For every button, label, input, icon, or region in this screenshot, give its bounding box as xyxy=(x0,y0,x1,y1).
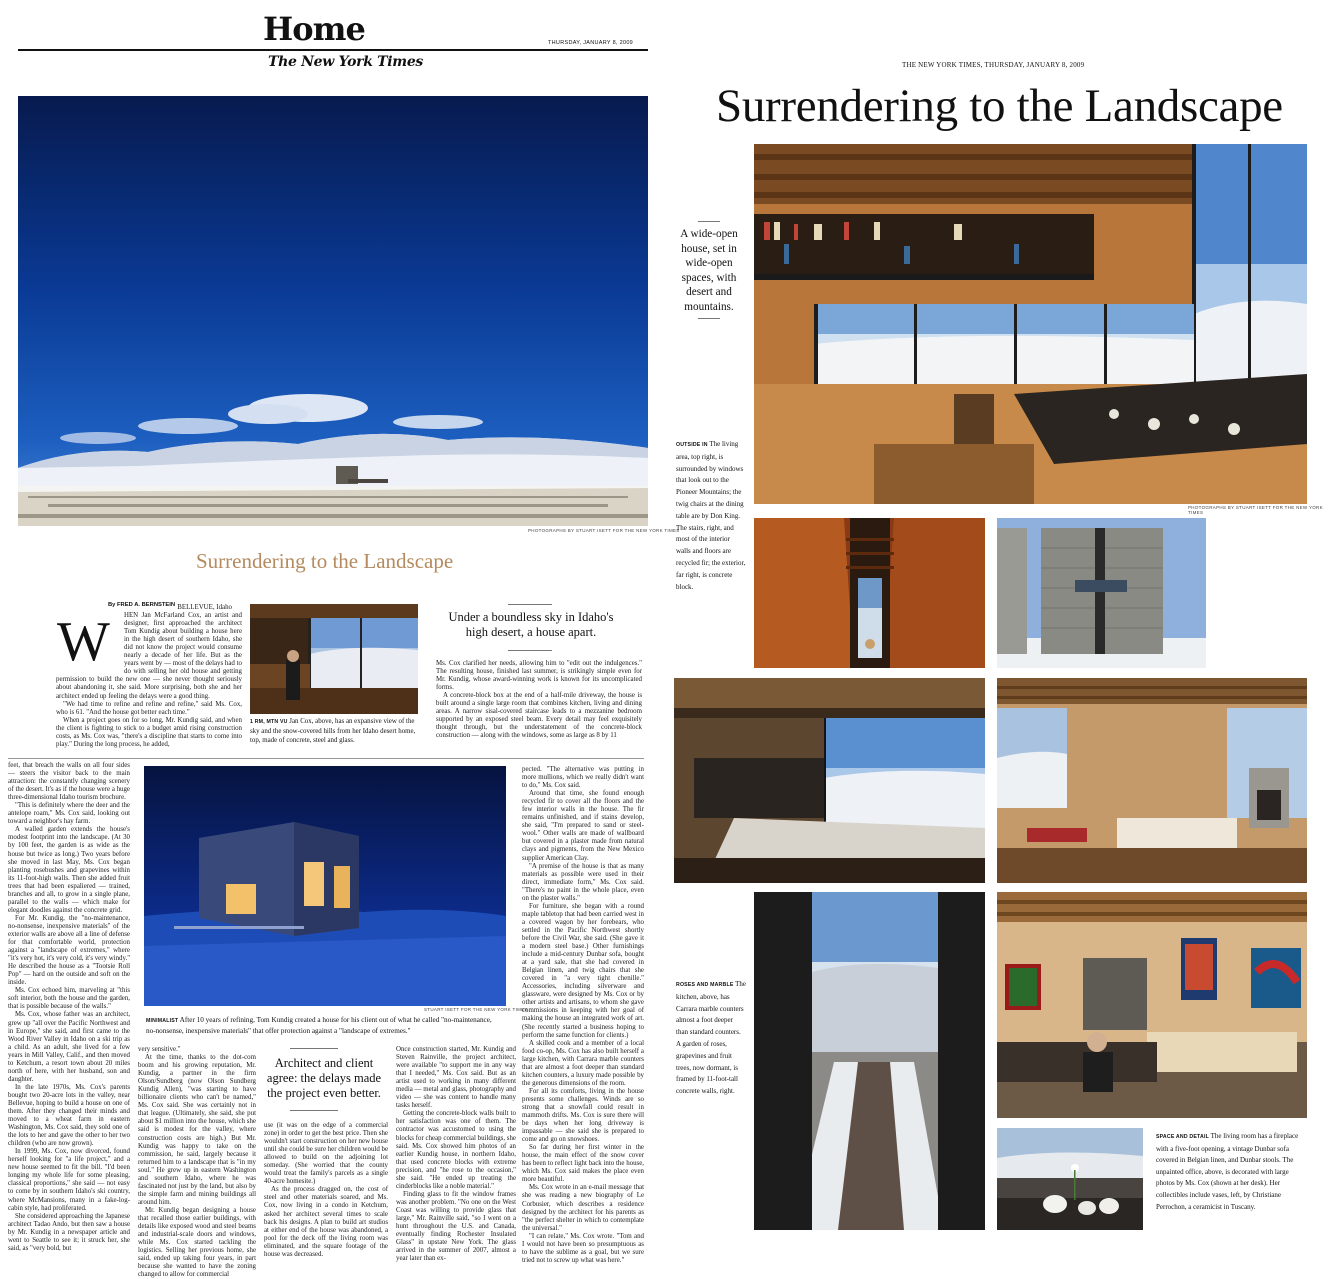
dropcap: W xyxy=(57,611,110,673)
inset-caption-kicker: 1 RM, MTN VU xyxy=(250,719,288,725)
lead-text: BELLEVUE, Idaho HEN Jan McFarland Cox, an artist and designer, first approached the architect Tom Kundig about building a house here in the high desert of southern Idaho, she did not know the project would consume nearly a decade of her life. But as the years went by — most of the delays had to do with selling her old house and getting permission to build the new one — she never thought seriously about abandoning it, she said. More surprising, both she and her architect ended up feeling the delays were a good thing. "We had time to refine and refine and refine," said Ms. Cox, who is 61. "And the house got better each time." When a project goes on for so long, Mr. Kundig said, and when the client is fighting to stick to a budget amid rising construction costs, as Ms. Cox was, "there's a discipline that starts to come into play." During the long process, he added, xyxy=(56,604,242,748)
left-date: THURSDAY, JANUARY 8, 2009 xyxy=(548,40,634,46)
caption-roses-marble-kicker: ROSES AND MARBLE xyxy=(676,982,734,988)
caption-space-detail: SPACE AND DETAIL The living room has a fireplace with a five-foot opening, a vintage Dunbar sofa covered in Belgian linen, and Dunbar stools. The unpainted office, above, is decorated with large photos by Ms. Cox (shown at her desk). Her collectibles include vases, left, by Christiane Perrochon, a ceramicist in Tuscany. xyxy=(1156,1132,1299,1211)
living-area-photo xyxy=(754,144,1307,504)
caption-outside-in-kicker: OUTSIDE IN xyxy=(676,442,708,448)
right-deck-rule-bottom xyxy=(698,318,720,319)
right-deck-rule-top xyxy=(698,221,720,222)
kitchen-photo xyxy=(674,678,985,883)
stairs-photo xyxy=(754,518,985,668)
section-flag: Home xyxy=(263,10,365,48)
right-headline: Surrendering to the Landscape xyxy=(716,80,1283,132)
body-column-2: very sensitive." At the time, thanks to the dot-com boom and his growing reputation, Mr. Kundig, a partner in the firm Olson/Sundberg (now Olson Sundberg Kundig Allen), "was starting to have billionaire clients who can't be named," Ms. Cox said. She was certainly not in that league. (Ultimately, she said, she put about $1 million into the house, which she said is modest for the valley, where construction costs are high.) But Mr. Kundig was happy to take on the commission, he said, largely because it returned him to a landscape that is "in my soul." He grew up in eastern Washington and southern Idaho, where he was fascinated not just by the land, but also by the simple farm and mining buildings all around him. Mr. Kundig began designing a house that recalled those earlier buildings, with details like exposed wood and steel beams and industrial-scale doors and windows, while Ms. Cox started tackling the logistics. Selling her previous home, she said, ended up taking four years, in part because she wanted to have the zoning changed to allow for commercial xyxy=(138,1046,256,1279)
right-photo-credit: PHOTOGRAPHS BY STUART ISETT FOR THE NEW YORK TIMES xyxy=(1188,505,1323,515)
right-folio: THE NEW YORK TIMES, THURSDAY, JANUARY 8, 2009 xyxy=(902,61,1085,69)
fireplace-photo xyxy=(997,678,1307,883)
office-photo xyxy=(997,892,1307,1118)
pullquote-rule-bottom xyxy=(290,1110,338,1111)
night-credit: STUART ISETT FOR THE NEW YORK TIMES xyxy=(424,1007,528,1012)
deck-rule-top xyxy=(508,604,552,605)
body-column-4: Once construction started, Mr. Kundig and Steven Rainville, the project architect, were available "to support me in any way that I needed," Ms. Cox said. But as an artist used to working in many different media — metal and glass, photography and video — she was content to handle many tasks herself. Getting the concrete-block walls built to her satisfaction was one of them. The contractor was accustomed to using the blocks for cheap commercial buildings, she said. Ms. Cox showed him photos of an earlier Kundig house, in northern Idaho, that used concrete blocks with extreme precision, and "he rose to the occasion," she said. "He ended up treating the cinderblocks like a noble material." Finding glass to fit the window frames was another problem. "No one on the West Coast was willing to provide glass that large," Mr. Rainville said, "so I went on a hunt throughout the U.S. and Canada, eventually finding Rochester Insulated Glass" in upstate New York. The glass arrived in the summer of 2007, almost a year later than ex- xyxy=(396,1046,516,1263)
night-house-photo xyxy=(144,766,506,1006)
inset-interior-photo xyxy=(250,604,418,714)
left-headline: Surrendering to the Landscape xyxy=(196,549,454,573)
caption-roses-marble: ROSES AND MARBLE The kitchen, above, has Carrara marble counters almost a foot deeper than standard counters. A garden of roses, grapevines and fruit trees, now dormant, is framed by 11-foot-tall concrete walls, right. xyxy=(676,980,746,1096)
deck-column: Ms. Cox clarified her needs, allowing him to "edit out the indulgences." The resulting house, finished last summer, is strikingly simple even for Mr. Kundig, whose award-winning work is known for its uncomplicated forms. A concrete-block box at the end of a half-mile driveway, the house is built around a single large room that combines kitchen, living and dining areas. A narrow sisal-covered staircase leads to a mezzanine bedroom supported by an exposed steel beam. Every detail may feel exquisitely thought through, but the understatement of the concrete-block construction — along with the windows, some as large as 8 by 11 xyxy=(436,660,642,740)
exterior-block-photo xyxy=(997,518,1206,668)
night-caption: MINIMALIST After 10 years of refining, Tom Kundig created a house for his client out of what he called "no-maintenance, no-nonsense, inexpensive materials" that offer protection against a "landscape of extremes." xyxy=(146,1016,492,1035)
body-column-3: use (it was on the edge of a commercial zone) in order to get the best price. Then she wouldn't start construction on her new house until she could be sure her children would be allowed to build on the adjoining lot someday. (She worried that the county would treat the family's parcels as a single 40-acre homesite.) As the process dragged on, the cost of steel and other materials soared, and Ms. Cox, now living in a condo in Ketchum, asked her architect several times to scale back his designs. A plan to build art studios at either end of the house was abandoned, a pool for the deck off the living room was eliminated, and the square footage of the house was decreased. xyxy=(264,1122,388,1258)
deck-rule-bottom xyxy=(508,650,552,651)
pullquote-rule-top xyxy=(290,1048,338,1049)
hero-credit: PHOTOGRAPHS BY STUART ISETT FOR THE NEW YORK TIMES xyxy=(528,528,680,533)
body-column-5: pected. "The alternative was putting in more mullions, which we really didn't want to do," Ms. Cox said. Around that time, she found enough recycled fir to cover all the floors and the few interior walls in the house. The fir remains unfinished, and if stains develop, she said, "I'm prepared to sand or steel-wool." Other walls are made of wallboard but covered in a plaster made from natural clays and pigments, from the New Mexico supplier American Clay. "A premise of the house is that as many materials as possible were used in their direct, immediate form," Ms. Cox said. "There's no paint in the whole place, even on the plaster walls." For furniture, she began with a round maple tabletop that had been carried west in a covered wagon by her forebears, who settled in the Pacific Northwest shortly before the Civil War, she said. (She gave it a modern steel base.) Other furnishings include a mid-century Dunbar sofa, bought at a yard sale, that she had covered in Belgian linen, and twig chairs that she covered in "a very tight chenille." Accessories, including silverware and glassware, were designed by Ms. Cox or by other artists and artisans, to whom she gave commissions in keeping with her goal of making the house an integrated work of art. (She recently started a business hoping to perform the same function for clients.) A skilled cook and a member of a local food co-op, Ms. Cox has also built herself a large kitchen, with Carrara marble counters that are almost a foot deeper than standard kitchen counters, a luxury made possible by the generous dimensions of the room. For all its comforts, living in the house presents some challenges. Winds are so strong that a snowfall could result in mammoth drifts. Ms. Cox is sure there will be days when her long driveway is impassable — she said she is prepared to come and go on snowshoes. So far during her first winter in the house, the main effect of the snow cover has been to reflect light back into the house, which Ms. Cox said makes the place even more beautiful. Ms. Cox wrote in an e-mail message that she was reading a new biography of Le Corbusier, which describes a residence designed by the architect for his parents as "the perfect shelter in which to contemplate the universal." "I can relate," Ms. Cox wrote. "Tom and I would not have been so presumptuous as to have the sublime as a goal, but we sure tried not to screw up what was here." xyxy=(522,766,644,1264)
night-caption-kicker: MINIMALIST xyxy=(146,1018,179,1024)
masthead: The New York Times xyxy=(268,54,424,70)
fold-rule xyxy=(8,758,644,759)
garden-walls-photo xyxy=(754,892,985,1230)
inset-caption: 1 RM, MTN VU Jan Cox, above, has an expansive view of the sky and the snow-covered hills from her Idaho desert home, top, made of concrete, steel and glass. xyxy=(250,718,416,744)
vases-photo xyxy=(997,1128,1143,1230)
caption-outside-in: OUTSIDE IN The living area, top right, is surrounded by windows that look out to the Pioneer Mountains; the twig chairs at the dining table are by Don King. The stairs, right, and most of the interior walls and floors are recycled fir; the exterior, far right, is concrete block. xyxy=(676,440,746,591)
byline: By FRED A. BERNSTEIN xyxy=(108,602,176,608)
caption-space-detail-kicker: SPACE AND DETAIL xyxy=(1156,1134,1209,1140)
header-rule xyxy=(18,49,648,51)
left-deck: Under a boundless sky in Idaho's high desert, a house apart. xyxy=(448,610,614,639)
body-column-1: feet, that breach the walls on all four sides — steers the visitor back to the main attraction: the constantly changing scenery of the desert. It's as if the house were a huge three-dimensional Idaho tourism brochure. "This is definitely where the deer and the antelope roam," Ms. Cox said, looking out toward a neighbor's hay farm. A walled garden extends the house's modest footprint into the landscape. (At 30 by 100 feet, the garden is as wide as the house but twice as long.) Two years before she moved in last May, Ms. Cox began planting rosebushes and grapevines within its 11-foot-high walls. Then she added fruit trees that had been espaliered — trained, branches and all, to grow in a single plane, parallel to the walls — which make for elegant doodles against the concrete grid. For Mr. Kundig, the "no-maintenance, no-nonsense, inexpensive materials" of the exterior walls are above all a line of defense for that comfortable world, protection against a "landscape of extremes," where "it's very hot, it's very cold, it's very windy." He described the house as a "Tootsie Roll Pop" — hard on the outside and soft on the inside. Ms. Cox echoed him, marveling at "this soft interior, both the house and the garden, that is possible because of the walls." Ms. Cox, whose father was an architect, grew up "all over the Pacific Northwest and in Europe," she said, and first came to the Wood River Valley in Idaho on a ski trip as a child. As an adult, she lived for a few years in Mill Valley, Calif., and then moved to Ketchum, a resort town about 20 miles north of here, with her husband, son and daughter. In the late 1970s, Ms. Cox's parents bought two 20-acre lots in the valley, near Bellevue, hoping to build a house on one of them. After they changed their minds and moved to a wheat farm in eastern Washington, Ms. Cox said, they sold one of the lots to her and gave the other to her two children (who are now grown). In 1999, Ms. Cox, now divorced, found herself looking for "a life project," and a new house seemed to fit the bill. "I'd been longing my whole life for some pleasing, classical proportions," she said — not easy to come by in southern Idaho's ski country, where McMansions, many in a fake-log-cabin style, had proliferated. She considered approaching the Japanese architect Tadao Ando, but then saw a house by Mr. Kundig in a newspaper article and went to Seattle to see it; it struck her, she said, as "very bold, but xyxy=(8,762,131,1252)
right-deck: A wide-open house, set in wide-open spaces, with desert and mountains. xyxy=(680,228,738,313)
hero-landscape-photo xyxy=(18,96,648,526)
pull-quote: Architect and client agree: the delays made the project even better. xyxy=(266,1056,382,1100)
